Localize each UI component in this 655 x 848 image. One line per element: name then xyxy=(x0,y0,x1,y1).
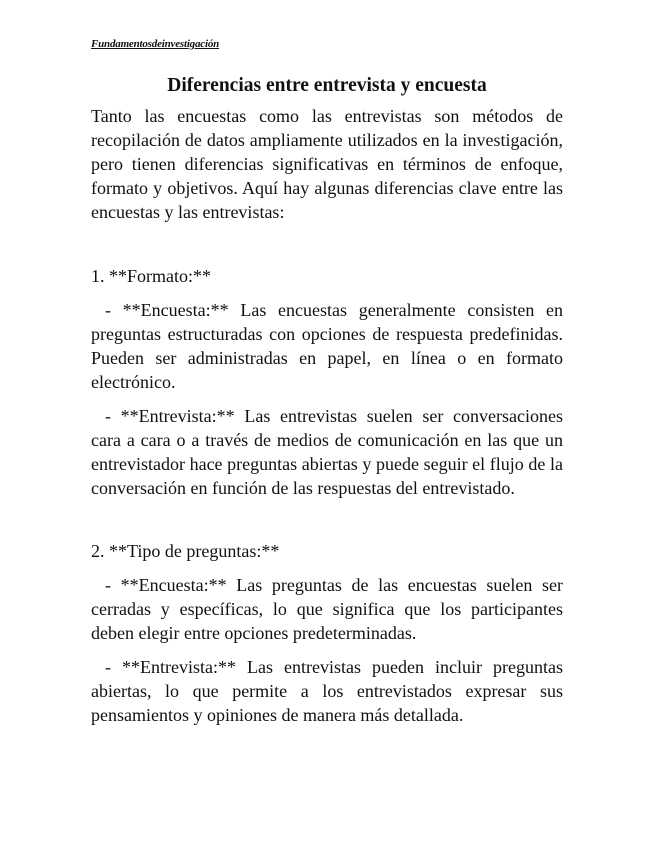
section-question-type xyxy=(91,539,563,727)
bullet-paragraph: - **Encuesta:** Las encuestas generalmente consisten en preguntas estructuradas con opciones de respuesta predefinidas. Pueden ser administradas en papel, en línea o en formato electrónico. xyxy=(91,300,563,392)
section-format xyxy=(91,264,563,500)
document-title: Diferencias entre entrevista y encuesta xyxy=(167,75,487,96)
bullet-paragraph: - **Encuesta:** Las preguntas de las encuestas suelen ser cerradas y específicas, lo que significa que los participantes deben elegir entre opciones predeterminadas. xyxy=(91,575,563,643)
section-heading: 2. **Tipo de preguntas:** xyxy=(91,541,280,561)
intro-paragraph: Tanto las encuestas como las entrevistas son métodos de recopilación de datos ampliamente utilizados en la investigación, pero tienen diferencias significativas en términos de enfoque, formato y objetivos. Aquí hay algunas diferencias clave entre las encuestas y las entrevistas: xyxy=(91,106,563,222)
bullet-paragraph: - **Entrevista:** Las entrevistas pueden incluir preguntas abiertas, lo que permite a los entrevistados expresar sus pensamientos y opiniones de manera más detallada. xyxy=(91,657,563,725)
running-header: Fundamentosdeinvestigación xyxy=(91,38,220,50)
document-page xyxy=(91,36,563,737)
section-heading: 1. **Formato:** xyxy=(91,266,211,286)
bullet-paragraph: - **Entrevista:** Las entrevistas suelen ser conversaciones cara a cara o a través de medios de comunicación en las que un entrevistador hace preguntas abiertas y puede seguir el flujo de la conversación en función de las respuestas del entrevistado. xyxy=(91,406,563,498)
